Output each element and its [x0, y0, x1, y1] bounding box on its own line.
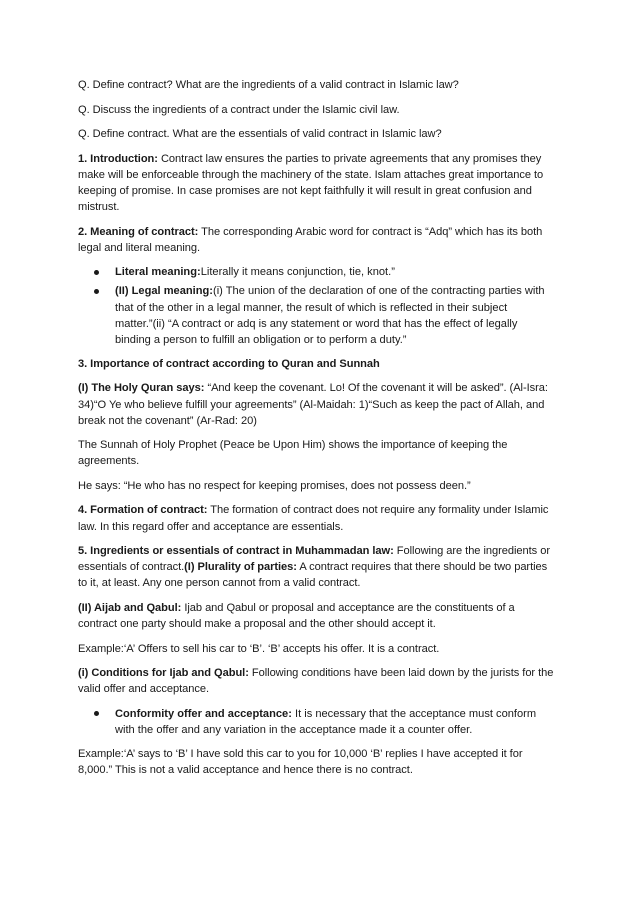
example-2: Example:‘A’ says to ‘B’ I have sold this car to you for 10,000 ‘B’ replies I have accepted it for 8,000.” This is not a valid acceptance and hence there is no contract.: [78, 748, 523, 777]
item-text: (i) The union of the declaration of one of the contracting parties with that of the other in a legal manner, the result of which is reflected in their subject matter.”(ii) “A contract or adq is any statement or word that has the effect of legally binding a person to fulfill an obligation or to perform a duty.”: [115, 285, 545, 346]
paragraph-heading: (I) The Holy Quran says:: [78, 382, 205, 395]
item-heading: Literal meaning:: [115, 266, 201, 279]
list-item: [115, 264, 556, 280]
section-text: The corresponding Arabic word for contract is “Adq” which has its both legal and literal meaning.: [78, 225, 543, 254]
question-3: Q. Define contract. What are the essentials of valid contract in Islamic law?: [78, 128, 442, 141]
section-text: Ijab and Qabul or proposal and acceptance are the constituents of a contract one party should make a proposal and the other should accept it.: [78, 601, 515, 631]
section-heading: 3. Importance of contract according to Quran and Sunnah: [78, 357, 380, 370]
section-introduction: [78, 151, 556, 215]
section-heading: (i) Conditions for Ijab and Qabul:: [78, 667, 249, 680]
item-text: It is necessary that the acceptance must conform with the offer and any variation in the acceptance made it a counter offer.: [115, 707, 537, 736]
question-2: Q. Discuss the ingredients of a contract under the Islamic civil law.: [78, 103, 400, 116]
section-heading: (II) Aijab and Qabul:: [78, 601, 182, 614]
section-text: The formation of contract does not require any formality under Islamic law. In this regard offer and acceptance are essentials.: [78, 504, 549, 533]
section-meaning: [78, 224, 556, 256]
item-heading: Conformity offer and acceptance:: [115, 707, 292, 720]
section-heading: 5. Ingredients or essentials of contract in Muhammadan law:: [78, 545, 394, 558]
subsection-heading: (I) Plurality of parties:: [184, 561, 297, 574]
section-ingredients: [78, 543, 556, 591]
quran-paragraph: [78, 380, 556, 428]
section-importance: [78, 356, 556, 372]
item-text: Literally it means conjunction, tie, knot.”: [200, 266, 395, 279]
section-text: Contract law ensures the parties to private agreements that any promises they make will be enforceable through the machinery of the state. Islam attaches great importance to keeping of promise. In case promises are not kept faithfully it will result in great confusion and mistrust.: [78, 152, 544, 214]
conditions-list: [78, 706, 556, 738]
hadith-paragraph: He says: “He who has no respect for keeping promises, does not possess deen.”: [78, 479, 471, 492]
sunnah-paragraph: The Sunnah of Holy Prophet (Peace be Upon Him) shows the importance of keeping the agreements.: [78, 439, 508, 468]
section-heading: 2. Meaning of contract:: [78, 225, 199, 238]
list-item: [115, 706, 556, 738]
section-heading: 1. Introduction:: [78, 152, 158, 165]
question-1: Q. Define contract? What are the ingredients of a valid contract in Islamic law?: [78, 79, 459, 91]
section-formation: [78, 502, 556, 534]
section-conditions: [78, 665, 556, 697]
bullet-icon: [94, 270, 99, 275]
section-text: Following are the ingredients or essentials of contract.: [78, 545, 550, 574]
list-item: [115, 283, 556, 347]
example-1: Example:‘A’ Offers to sell his car to ‘B’. ‘B’ accepts his offer. It is a contract.: [78, 642, 440, 655]
section-text: Following conditions have been laid down by the jurists for the valid offer and acceptance.: [78, 667, 554, 696]
subsection-text: A contract requires that there should be two parties to it, at least. Any one person cannot from a valid contract.: [78, 561, 548, 590]
section-aijab-qabul: [78, 600, 556, 632]
meaning-list: [78, 264, 556, 347]
bullet-icon: [94, 711, 99, 716]
section-heading: 4. Formation of contract:: [78, 504, 208, 517]
paragraph-text: “And keep the covenant. Lo! Of the covenant it will be asked”. (Al-Isra: 34)“O Ye who believe fulfill your agreements” (Al-Maidah: 1)“Such as keep the pact of Allah, and break not the covenant” (Ar-Rad: 20): [78, 382, 548, 427]
bullet-icon: [94, 289, 99, 294]
item-heading: (II) Legal meaning:: [115, 285, 214, 298]
